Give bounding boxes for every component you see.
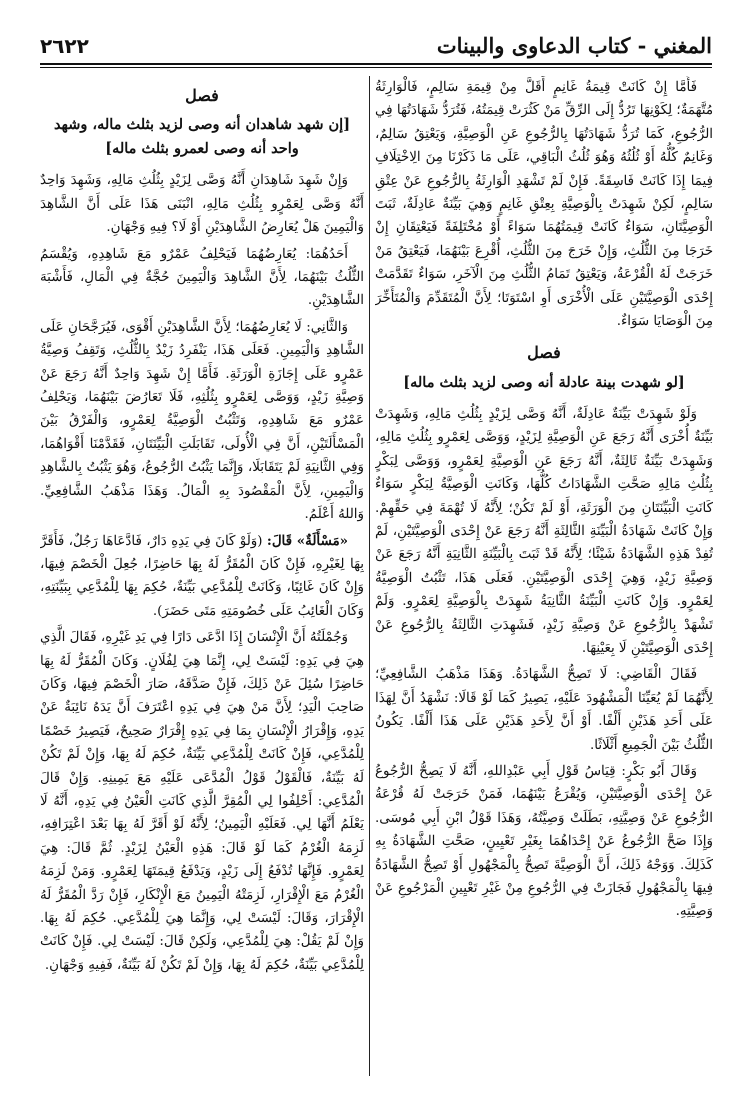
paragraph: فَأَمَّا إِنْ كَانَتْ قِيمَةُ غَانِمٍ أَقَلَّ مِنْ قِيمَةِ سَالِمٍ، فَالْوَارِثَةُ مُتَّهَمَةٌ؛ لِكَوْنِهَا تَرُدُّ إِلَى الرِّقِّ مَنْ كَثُرَتْ قِيمَتُهُ، فَتُرَدُّ شَهَادَتُهَا فِي الرُّجُوعِ، كَمَا تُرَدُّ شَهَادَتُهَا بِالرُّجُوعِ عَنِ الْوَصِيَّةِ، وَيَعْتِقُ سَالِمٌ، وَغَانِمٌ كُلُّهُ أَوْ ثُلُثُهُ وَهُوَ ثُلُثُ الْبَاقِي، عَلَى مَا ذَكَرْنَا مِنَ الِاخْتِلَافِ فِيمَا إِذَا كَانَتْ فَاسِقَةً. فَإِنْ لَمْ تَشْهَدِ الْوَارِثَةُ بِالرُّجُوعِ عَنْ عِتْقِ سَالِمٍ، لَكِنْ شَهِدَتْ بِالْوَصِيَّةِ بِعِتْقِ غَانِمٍ وَهِيَ بَيِّنَةٌ عَادِلَةٌ، ثَبَتَ الْوَصِيَّتَانِ، سَوَاءٌ كَانَتْ قِيمَتُهُمَا سَوَاءً أَوْ مُخْتَلِفَةً فَيَعْتِقَانِ إِنْ خَرَجَا مِنَ الثُّلُثِ، وَإِنْ خَرَجَ مِنَ الثُّلُثِ، أُقْرِعَ بَيْنَهُمَا، فَيَعْتِقُ مَنْ خَرَجَتْ لَهُ الْقُرْعَةُ، وَيَعْتِقُ تَمَامُ الثُّلُثِ مِنَ الْآخَرِ، سَوَاءٌ تَقَدَّمَتْ إِحْدَى الْوَصِيَّتَيْنِ عَلَى الْأُخْرَى أَوِ اسْتَوَتَا؛ لِأَنَّ الْمُتَقَدِّمَ وَالْمُتَأَخِّرَ مِنَ الْوَصَايَا سَوَاءٌ.	[375, 80, 713, 330]
running-title: المغني - كتاب الدعاوى والبينات	[436, 33, 712, 58]
page-number: ٢٦٢٢	[40, 34, 89, 58]
page-header	[40, 30, 712, 58]
section-title: [إن شهد شاهدان أنه وصى لزيد بثلث ماله، وشهد واحد أنه وصى لعمرو بثلث ماله]	[53, 116, 351, 158]
paragraph: أَحَدُهُمَا: يُعَارِضُهُمَا فَيَحْلِفُ عَمْرٌو مَعَ شَاهِدِهِ، وَيُقْسَمُ الثُّلُثُ بَيْنَهُمَا، لِأَنَّ الشَّاهِدَ وَالْيَمِينَ حُجَّةٌ فِي الْمَالِ، فَأَشْبَهَ الشَّاهِدَيْنِ.	[40, 246, 364, 309]
header-rule-thin	[40, 67, 712, 68]
header-rule	[40, 63, 712, 65]
paragraph: فَقَالَ الْقَاضِي: لَا تَصِحُّ الشَّهَادَةُ. وَهَذَا مَذْهَبُ الشَّافِعِيِّ؛ لِأَنَّهُمَا لَمْ يُعَيِّنَا الْمَشْهُودَ عَلَيْهِ، يَصِيرُ كَمَا لَوْ قَالَا: نَشْهَدُ أَنَّ لِهَذَا عَلَى أَحَدِ هَذَيْنِ أَلْفًا. أَوْ أَنَّ لِأَحَدِ هَذَيْنِ عَلَى هَذَا أَلْفًا. يَكُونُ الثُّلُثُ بَيْنَ الْجَمِيعِ أَثْلَاثًا.	[375, 667, 713, 753]
left-column	[40, 76, 364, 1081]
column-divider	[369, 76, 370, 1076]
section-title: [لو شهدت بينة عادلة أنه وصى لزيد بثلث ماله]	[403, 373, 685, 391]
right-column	[375, 76, 713, 1081]
section-heading: فصل	[185, 86, 219, 105]
masala-text: (وَلَوْ كَانَ فِي يَدِهِ دَارٌ، فَادَّعَاهَا رَجُلٌ، فَأَقَرَّ بِهَا لِغَيْرِهِ، فَإِنْ كَانَ الْمُقَرُّ لَهُ بِهَا حَاضِرًا، جُعِلَ الْخَصْمَ فِيهَا، وَإِنْ كَانَ غَائِبًا، وَكَانَتْ لِلْمُدَّعِي بَيِّنَةٌ، حُكِمَ بِهَا لِلْمُدَّعِي بِبَيِّنَتِهِ، وَكَانَ الْغَائِبُ عَلَى خُصُومَتِهِ مَتَى حَضَرَ).	[40, 533, 364, 619]
section-heading: فصل	[527, 343, 561, 363]
masala-paragraph	[40, 530, 364, 624]
paragraph: وَإِنْ شَهِدَ شَاهِدَانِ أَنَّهُ وَصَّى لِزَيْدٍ بِثُلُثِ مَالِهِ، وَشَهِدَ وَاحِدٌ أَنَّهُ وَصَّى لِعَمْرٍو بِثُلُثِ مَالِهِ، انْبَنَى هَذَا عَلَى أَنَّ الشَّاهِدَ وَالْيَمِينَ هَلْ يُعَارِضُ الشَّاهِدَيْنِ أَوْ لَا؟ فِيهِ وَجْهَانِ.	[40, 173, 364, 236]
paragraph: وَلَوْ شَهِدَتْ بَيِّنَةٌ عَادِلَةٌ، أَنَّهُ وَصَّى لِزَيْدٍ بِثُلُثِ مَالِهِ، وَشَهِدَتْ بَيِّنَةٌ أُخْرَى أَنَّهُ رَجَعَ عَنِ الْوَصِيَّةِ لِزَيْدٍ، وَوَصَّى لِعَمْرٍو بِثُلُثِ مَالِهِ، وَشَهِدَتْ بَيِّنَةٌ ثَالِثَةٌ، أَنَّهُ رَجَعَ عَنِ الْوَصِيَّةِ لِعَمْرٍو، وَوَصَّى لِبَكْرٍ بِثُلُثِ مَالِهِ صَحَّتِ الشَّهَادَاتُ كُلُّهَا، وَكَانَتِ الْوَصِيَّةُ لِبَكْرٍ سَوَاءٌ كَانَتِ الْبَيِّنَتَانِ مِنَ الْوَرَثَةِ، أَوْ لَمْ تَكُنْ؛ لِأَنَّهُ لَا تُهْمَةَ فِي حَقِّهِمْ. وَإِنْ كَانَتْ شَهَادَةُ الْبَيِّنَةِ الثَّالِثَةِ أَنَّهُ رَجَعَ عَنْ إِحْدَى الْوَصِيَّتَيْنِ، لَمْ تُفِدْ هَذِهِ الشَّهَادَةُ شَيْئًا؛ لِأَنَّهُ قَدْ ثَبَتَ بِالْبَيِّنَةِ الثَّانِيَةِ أَنَّهُ رَجَعَ عَنْ وَصِيَّةِ زَيْدٍ، وَهِيَ إِحْدَى الْوَصِيَّتَيْنِ. فَعَلَى هَذَا، تَثْبُتُ الْوَصِيَّةُ لِعَمْرٍو. وَإِنْ كَانَتِ الْبَيِّنَةُ الثَّانِيَةُ شَهِدَتْ بِالْوَصِيَّةِ لِعَمْرٍو. وَلَمْ تَشْهَدْ بِالرُّجُوعِ عَنْ وَصِيَّةِ زَيْدٍ، فَشَهِدَتِ الثَّالِثَةُ بِالرُّجُوعِ عَنْ إِحْدَى الْوَصِيَّتَيْنِ لَا بِعَيْنِهَا.	[375, 406, 713, 656]
paragraph: وَالثَّانِي: لَا يُعَارِضُهُمَا؛ لِأَنَّ الشَّاهِدَيْنِ أَقْوَى، فَيُرَجَّحَانِ عَلَى الشَّاهِدِ وَالْيَمِينِ. فَعَلَى هَذَا، يَنْفَرِدُ زَيْدٌ بِالثُّلُثِ، وَتَقِفُ وَصِيَّةُ عَمْرٍو عَلَى إِجَازَةِ الْوَرَثَةِ. فَأَمَّا إِنْ شَهِدَ وَاحِدٌ أَنَّهُ رَجَعَ عَنْ وَصِيَّةِ زَيْدٍ، وَوَصَّى لِعَمْرٍو بِثُلُثِهِ، فَلَا تَعَارُضَ بَيْنَهُمَا، وَيَحْلِفُ عَمْرٌو مَعَ شَاهِدِهِ، وَتَثْبُتُ الْوَصِيَّةُ لِعَمْرٍو، وَالْفَرْقُ بَيْنَ الْمَسْأَلَتَيْنِ، أَنَّ فِي الْأُولَى، تَقَابَلَتِ الْبَيِّنَتَانِ، فَقَدَّمْنَا أَقْوَاهُمَا، وَفِي الثَّانِيَةِ لَمْ يَتَقَابَلَا، وَإِنَّمَا يَثْبُتُ الرُّجُوعُ، وَهُوَ يَثْبُتُ بِالشَّاهِدِ وَالْيَمِينِ، لِأَنَّ الْمَقْصُودَ بِهِ الْمَالُ. وَهَذَا مَذْهَبُ الشَّافِعِيِّ. وَاللهُ أَعْلَمُ.	[40, 319, 364, 523]
paragraph: وَقَالَ أَبُو بَكْرٍ: قِيَاسُ قَوْلِ أَبِي عَبْدِاللهِ، أَنَّهُ لَا يَصِحُّ الرُّجُوعُ عَنْ إِحْدَى الْوَصِيَّتَيْنِ، وَيُقْرَعُ بَيْنَهُمَا، فَمَنْ خَرَجَتْ لَهُ قُرْعَةُ الرُّجُوعِ عَنْ وَصِيَّتِهِ، بَطَلَتْ وَصِيَّتُهُ، وَهَذَا قَوْلُ ابْنِ أَبِي مُوسَى. وَإِذَا صَحَّ الرُّجُوعُ عَنْ إِحْدَاهُمَا بِغَيْرِ تَعْيِينٍ، صَحَّتِ الشَّهَادَةُ بِهِ كَذَلِكَ. وَوَجْهُ ذَلِكَ، أَنَّ الْوَصِيَّةَ تَصِحُّ بِالْمَجْهُولِ أَوْ تَصِحُّ الشَّهَادَةُ فِيهَا بِالْمَجْهُولِ فَجَازَتْ فِي الرُّجُوعِ مِنْ غَيْرِ تَعْيِينِ الْمَرْجُوعِ عَنْ وَصِيَّتِهِ.	[375, 763, 713, 920]
masala-lead: «مَسْأَلَةٌ» قَالَ:	[266, 532, 348, 549]
paragraph: وَجُمْلَتُهُ أَنَّ الْإِنْسَانَ إِذَا ادَّعَى دَارًا فِي يَدِ غَيْرِهِ، فَقَالَ الَّذِي هِيَ فِي يَدِهِ: لَيْسَتْ لِي، إِنَّمَا هِيَ لِفُلَانٍ. وَكَانَ الْمُقَرُّ لَهُ بِهَا حَاضِرًا سُئِلَ عَنْ ذَلِكَ، فَإِنْ صَدَّقَهُ، صَارَ الْخَصْمَ فِيهَا، وَكَانَ صَاحِبَ الْيَدِ؛ لِأَنَّ مَنْ هِيَ فِي يَدِهِ اعْتَرَفَ أَنَّ يَدَهُ نَائِبَةٌ عَنْ يَدِهِ، وَإِقْرَارُ الْإِنْسَانِ بِمَا فِي يَدِهِ إِقْرَارٌ صَحِيحٌ، فَيَصِيرُ خَصْمًا لِلْمُدَّعِي، فَإِنْ كَانَتْ لِلْمُدَّعِي بَيِّنَةٌ، حُكِمَ لَهُ بِهَا، وَإِنْ لَمْ تَكُنْ لَهُ بَيِّنَةٌ، فَالْقَوْلُ قَوْلُ الْمُدَّعَى عَلَيْهِ مَعَ يَمِينِهِ. وَإِنْ قَالَ الْمُدَّعِي: أَحْلِفُوا لِي الْمُقِرَّ الَّذِي كَانَتِ الْعَيْنُ فِي يَدِهِ، أَنَّهُ لَا يَعْلَمُ أَنَّهَا لِي. فَعَلَيْهِ الْيَمِينُ؛ لِأَنَّهُ لَوْ أَقَرَّ لَهُ بِهَا بَعْدَ اعْتِرَافِهِ، لَزِمَهُ الْغُرْمُ كَمَا لَوْ قَالَ: هَذِهِ الْعَيْنُ لِزَيْدٍ. ثُمَّ قَالَ: هِيَ لِعَمْرٍو. فَإِنَّهَا تُدْفَعُ إِلَى زَيْدٍ، وَيَدْفَعُ قِيمَتَهَا لِعَمْرٍو. وَمَنْ لَزِمَهُ الْغُرْمُ مَعَ الْإِقْرَارِ، لَزِمَتْهُ الْيَمِينُ مَعَ الْإِنْكَارِ، فَإِنْ رَدَّ الْمُقَرُّ لَهُ الْإِقْرَارَ، وَقَالَ: لَيْسَتْ لِي، وَإِنَّمَا هِيَ لِلْمُدَّعِي. حُكِمَ لَهُ بِهَا. وَإِنْ لَمْ يَقُلْ: هِيَ لِلْمُدَّعِي، وَلَكِنْ قَالَ: لَيْسَتْ لِي. فَإِنْ كَانَتْ لِلْمُدَّعِي بَيِّنَةٌ، حُكِمَ لَهُ بِهَا، وَإِنْ لَمْ تَكُنْ لَهُ بَيِّنَةٌ، فَفِيهِ وَجْهَانِ.	[40, 630, 364, 973]
